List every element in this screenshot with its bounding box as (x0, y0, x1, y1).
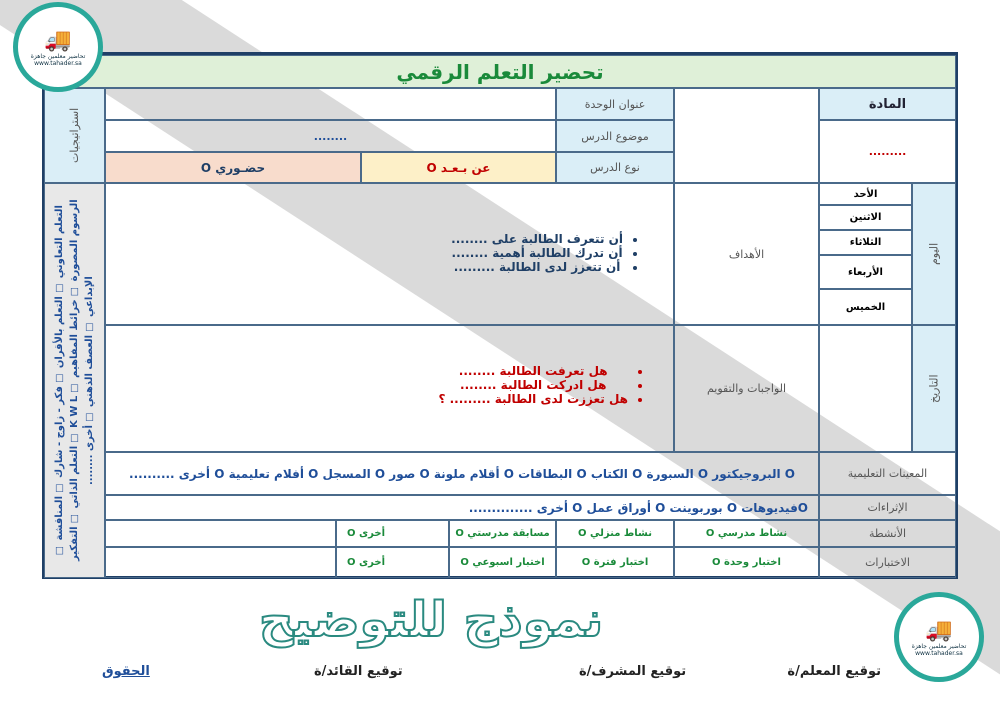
logo: 🚚 تحاضير معلمين جاهزة www.tahader.sa (895, 592, 985, 682)
goal-item: • أن تتعرف الطالبة على ........ (452, 232, 624, 246)
rights-link[interactable]: الحقوق (103, 664, 151, 679)
homework-label: الواجبات والتقويم (675, 325, 820, 452)
day-item[interactable]: الثلاثاء (820, 230, 913, 255)
homework-content[interactable] (106, 325, 675, 452)
onsite-option[interactable]: حضـوري O (106, 152, 362, 183)
subject-value[interactable]: ......... (820, 120, 957, 183)
aids-options[interactable]: O البروجيكتور O السبورة O الكتاب O البطاقات O أقلام ملونة O صور O المسجل O أفلام تعليمية O أخرى .......... (106, 452, 820, 495)
blank-cell (106, 547, 337, 578)
enrich-options[interactable]: Oفيديوهات O بوربوينت O أوراق عمل O أخرى .............. (106, 495, 820, 520)
page-title: تحضير التعلم الرقمي (45, 55, 957, 88)
date-label: التاريخ (913, 325, 957, 452)
leader-signature: توقيع القائد/ة (315, 664, 404, 679)
teacher-signature: توقيع المعلم/ة (788, 664, 882, 679)
supervisor-signature: توقيع المشرف/ة (580, 664, 688, 679)
strategies-header: استراتيجيات (45, 88, 106, 183)
test-term[interactable]: اختبار فترة O (557, 547, 675, 578)
watermark-text: نموذج للتوضيح (260, 592, 605, 648)
question-item: • هل تعرفت الطالبة ........ (439, 364, 629, 378)
subject-label: المادة (820, 88, 957, 120)
activity-school[interactable]: نشاط مدرسي O (675, 520, 820, 547)
activity-other[interactable]: أخرى O (337, 520, 450, 547)
logo: 🚚 تحاضير معلمين جاهزة www.tahader.sa (14, 2, 104, 92)
day-item[interactable]: الاثنين (820, 205, 913, 230)
day-item[interactable]: الخميس (820, 289, 913, 325)
day-label: اليوم (913, 183, 957, 325)
date-value[interactable] (820, 325, 913, 452)
aids-label: المعينات التعليمية (820, 452, 957, 495)
goal-item: • أن تتعزز لدى الطالبة ......... (452, 260, 624, 274)
test-other[interactable]: أخرى O (337, 547, 450, 578)
truck-icon: 🚚 (45, 27, 73, 53)
unit-value[interactable] (106, 88, 557, 120)
goal-item: • أن تدرك الطالبة أهمية ........ (452, 246, 624, 260)
blank-cell (106, 520, 337, 547)
remote-option[interactable]: عن بـعـد O (362, 152, 557, 183)
activity-contest[interactable]: مسابقة مدرستي O (450, 520, 557, 547)
day-item[interactable]: الأربعاء (820, 255, 913, 289)
truck-icon: 🚚 (926, 617, 954, 643)
enrich-label: الإثراءات (820, 495, 957, 520)
tests-label: الاختبارات (820, 547, 957, 578)
type-label: نوع الدرس (557, 152, 675, 183)
goals-label: الأهداف (675, 183, 820, 325)
strategies-list[interactable]: التعلم التعاوني ☐ التعلم بالأقران ☐ فكر - زاوج - شارك ☐ المناقشة ☐ الرسوم المصورة ☐ خرائط المفاهيم ☐ K W L ☐ التعلم الذاتي ☐ التفكير الإبداعي ☐ العصف الذهني ☐ أخرى ........ (45, 183, 106, 578)
blank-cell (675, 88, 820, 183)
test-unit[interactable]: اختبار وحدة O (675, 547, 820, 578)
topic-value[interactable]: ........ (106, 120, 557, 152)
activities-label: الأنشطة (820, 520, 957, 547)
topic-label: موضوع الدرس (557, 120, 675, 152)
day-item[interactable]: الأحد (820, 183, 913, 205)
test-weekly[interactable]: اختبار اسبوعي O (450, 547, 557, 578)
question-item: • هل ادركت الطالبة ........ (439, 378, 629, 392)
unit-label: عنوان الوحدة (557, 88, 675, 120)
question-item: • هل تعززت لدى الطالبة ......... ؟ (439, 392, 629, 406)
goals-content[interactable] (106, 183, 675, 325)
activity-home[interactable]: نشاط منزلي O (557, 520, 675, 547)
